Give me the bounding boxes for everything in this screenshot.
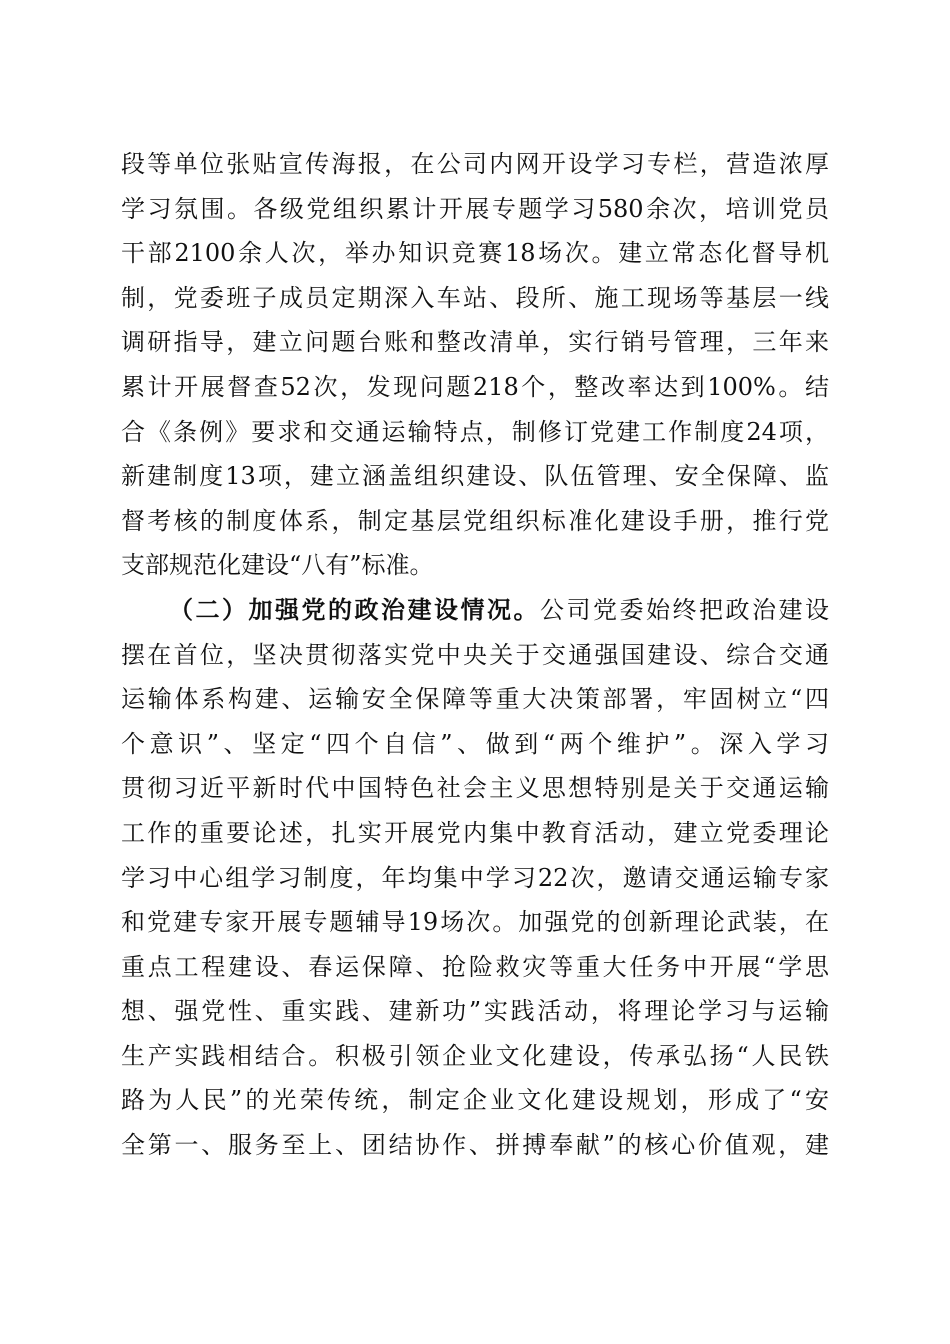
text-line: 制，党委班子成员定期深入车站、段所、施工现场等基层一线 xyxy=(121,283,829,312)
paragraph-2 xyxy=(121,588,829,1168)
text-line: 干部2100余人次，举办知识竞赛18场次。建立常态化督导机 xyxy=(121,239,829,268)
paragraph-first-line xyxy=(121,588,829,633)
text-line: 想、强党性、重实践、建新功”实践活动，将理论学习与运输 xyxy=(121,997,829,1026)
text-line: 调研指导，建立问题台账和整改清单，实行销号管理，三年来 xyxy=(121,328,829,357)
text-line: 贯彻习近平新时代中国特色社会主义思想特别是关于交通运输 xyxy=(121,774,829,803)
text-line: 支部规范化建设“八有”标准。 xyxy=(121,551,434,580)
text-line: 督考核的制度体系，制定基层党组织标准化建设手册，推行党 xyxy=(121,506,829,535)
paragraph-1 xyxy=(121,142,829,588)
text-line: 工作的重要论述，扎实开展党内集中教育活动，建立党委理论 xyxy=(121,818,829,847)
text-line: 全第一、服务至上、团结协作、拼搏奉献”的核心价值观，建 xyxy=(121,1131,829,1160)
text-line: 新建制度13项，建立涵盖组织建设、队伍管理、安全保障、监 xyxy=(121,462,829,491)
text-line: 段等单位张贴宣传海报，在公司内网开设学习专栏，营造浓厚 xyxy=(121,150,829,178)
text-line: 重点工程建设、春运保障、抢险救灾等重大任务中开展“学思 xyxy=(121,952,829,981)
text-line: 学习氛围。各级党组织累计开展专题学习580余次，培训党员 xyxy=(121,194,829,223)
text-line: 个意识”、坚定“四个自信”、做到“两个维护”。深入学习 xyxy=(121,729,829,758)
text-line: 和党建专家开展专题辅导19场次。加强党的创新理论武装，在 xyxy=(121,908,829,937)
text-line: 路为人民”的光荣传统，制定企业文化建设规划，形成了“安 xyxy=(121,1086,829,1115)
body-text xyxy=(121,142,829,1168)
text-segment: 公司党委始终把政治建设 xyxy=(540,595,829,624)
text-line: 摆在首位，坚决贯彻落实党中央关于交通强国建设、综合交通 xyxy=(121,640,829,669)
text-line: 运输体系构建、运输安全保障等重大决策部署，牢固树立“四 xyxy=(121,685,829,714)
text-line: 学习中心组学习制度，年均集中学习22次，邀请交通运输专家 xyxy=(121,863,829,892)
text-line: 生产实践相结合。积极引领企业文化建设，传承弘扬“人民铁 xyxy=(121,1041,829,1070)
section-heading: （二）加强党的政治建设情况。 xyxy=(169,594,540,624)
text-line: 累计开展督查52次，发现问题218个，整改率达到100%。结 xyxy=(121,372,829,401)
text-line: 合《条例》要求和交通运输特点，制修订党建工作制度24项， xyxy=(121,417,829,446)
